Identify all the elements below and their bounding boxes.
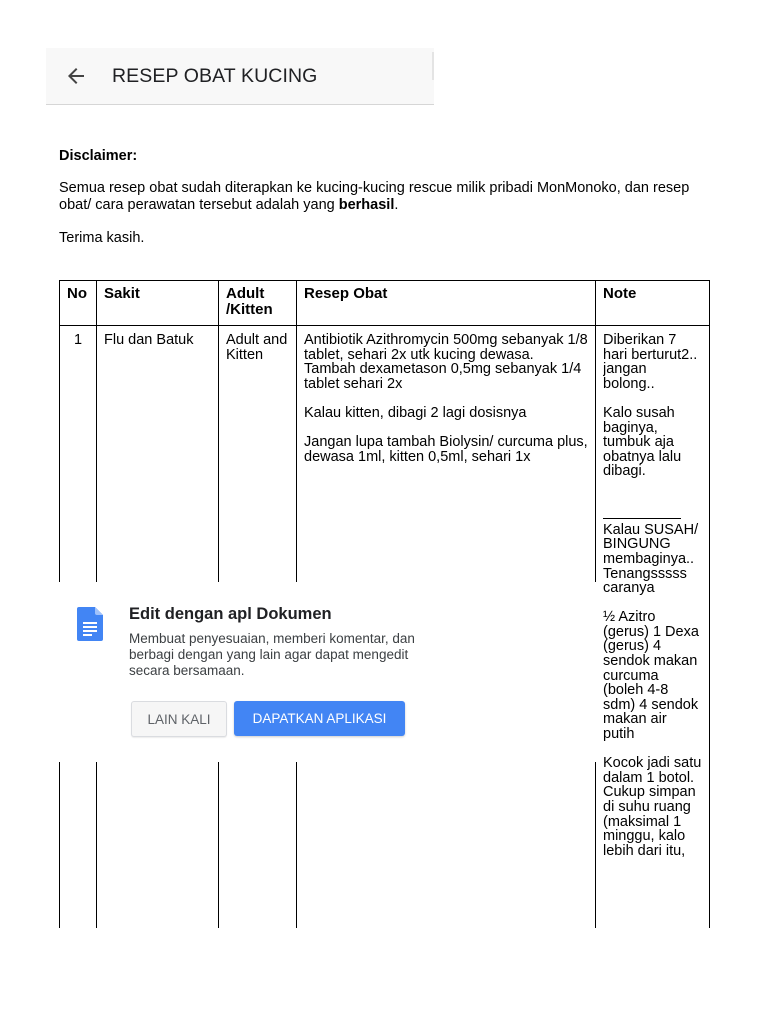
app-bar-edge <box>432 52 434 80</box>
app-bar <box>46 48 434 105</box>
paragraph-bold: berhasil <box>338 197 395 213</box>
note-line: Diberikan 7 hari berturut2.. jangan bolong.. <box>603 333 698 392</box>
banner-description: Membuat penyesuaian, memberi komentar, dan berbagi dengan yang lain agar dapat mengedit secara bersamaan. <box>129 631 415 678</box>
banner-title: Edit dengan apl Dokumen <box>129 605 332 623</box>
header-adult-kitten: Adult /Kitten <box>219 281 297 326</box>
header-sakit: Sakit <box>97 281 219 326</box>
back-arrow-icon[interactable] <box>64 64 88 88</box>
paragraph-text: Semua resep obat sudah diterapkan ke kucing-kucing rescue milik pribadi MonMonoko, dan resep obat/ cara perawatan tersebut adalah yang <box>59 180 690 213</box>
cell-note <box>596 326 710 929</box>
note-line: Kocok jadi satu dalam 1 botol. Cukup simpan di suhu ruang (maksimal 1 minggu, kalo lebih dari itu, <box>603 755 702 859</box>
disclaimer-label: Disclaimer: <box>59 148 138 164</box>
note-line: Kalo susah baginya, tumbuk aja obatnya lalu dibagi. <box>603 404 682 480</box>
row-number: 1 <box>73 333 83 348</box>
table-header-row <box>60 281 710 326</box>
header-note: Note <box>596 281 710 326</box>
note-line: Kalau SUSAH/ BINGUNG membaginya.. Tenangsssss caranya <box>603 521 699 597</box>
later-button[interactable]: LAIN KALI <box>131 701 227 737</box>
note-line: ½ Azitro (gerus) 1 Dexa (gerus) 4 sendok makan curcuma (boleh 4-8 sdm) 4 sendok makan air putih <box>603 609 699 743</box>
google-docs-icon <box>77 607 103 641</box>
header-resep: Resep Obat <box>297 281 596 326</box>
illness-name: Flu dan Batuk <box>104 333 194 348</box>
get-app-button[interactable]: DAPATKAN APLIKASI <box>234 701 405 736</box>
header-no: No <box>60 281 97 326</box>
resep-line: Antibiotik Azithromycin 500mg sebanyak 1/8 tablet, sehari 2x utk kucing dewasa. Tambah dexametason 0,5mg sebanyak 1/4 tablet sehari 2x <box>304 333 588 392</box>
note-separator <box>603 508 702 523</box>
resep-line: Kalau kitten, dibagi 2 lagi dosisnya <box>304 404 527 421</box>
resep-line: Jangan lupa tambah Biolysin/ curcuma plus, dewasa 1ml, kitten 0,5ml, sehari 1x <box>304 434 588 465</box>
page-title: RESEP OBAT KUCING <box>112 65 318 87</box>
disclaimer-paragraph <box>59 180 709 214</box>
age-group: Adult and Kitten <box>226 333 288 363</box>
thanks-text: Terima kasih. <box>59 230 145 246</box>
paragraph-end: . <box>394 197 399 213</box>
